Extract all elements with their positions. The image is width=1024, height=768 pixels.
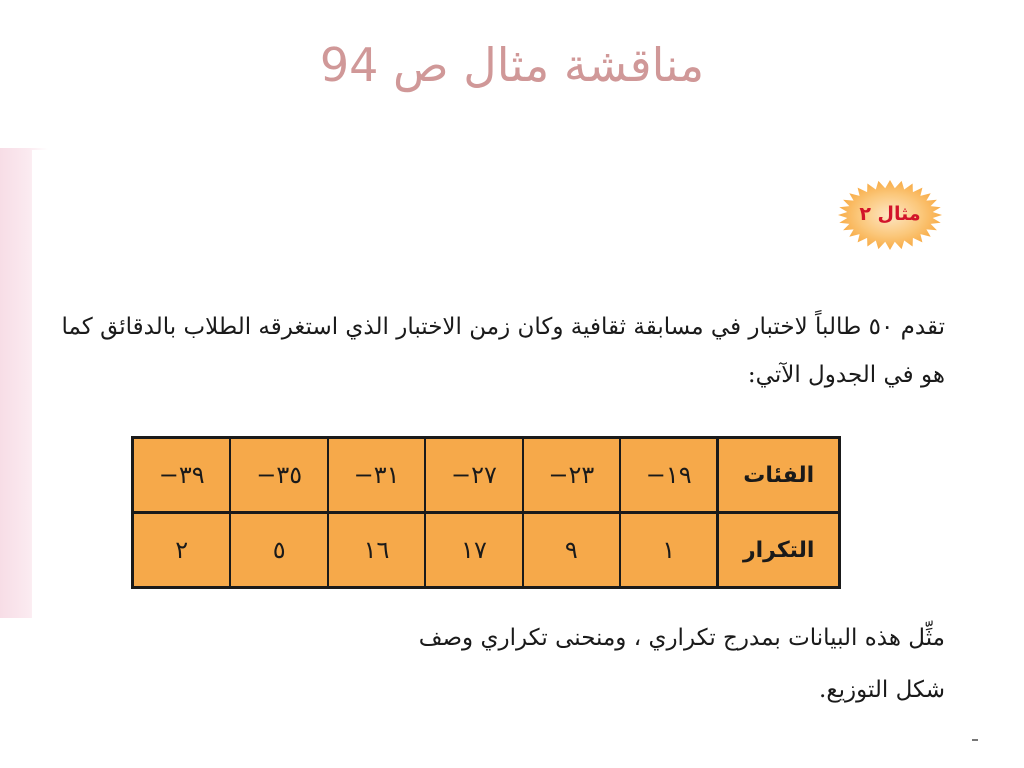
intro-line-2: هو في الجدول الآتي: [747,362,945,388]
task-line-1: مثِّل هذه البيانات بمدرج تكراري ، ومنحنى تكراري وصف [418,625,945,651]
slide-title: مناقشة مثال ص 94 [319,38,705,92]
frequency-cell: ١٧ [425,513,522,588]
class-cell: ٣٥− [230,438,327,513]
class-cell: ١٩− [620,438,718,513]
class-cell: ٣٩− [133,438,231,513]
class-cell: ٢٣− [523,438,620,513]
classes-row [133,438,840,513]
frequency-cell: ٩ [523,513,620,588]
frequency-cell: ١٦ [328,513,425,588]
class-cell: ٢٧− [425,438,522,513]
classes-header: الفئات [718,438,840,513]
intro-line-1: تقدم ٥٠ طالباً لاختبار في مسابقة ثقافية وكان زمن الاختبار الذي استغرقه الطلاب بالدقائق كما [61,314,945,340]
task-paragraph [330,612,945,716]
task-line-2: شكل التوزيع. [819,677,945,703]
frequency-cell: ٥ [230,513,327,588]
frequency-cell: ٢ [133,513,231,588]
frequency-table [131,436,841,589]
frequency-header: التكرار [718,513,840,588]
frequency-cell: ١ [620,513,718,588]
intro-paragraph [50,303,945,399]
example-badge [836,178,944,252]
page-mark [972,739,978,741]
example-badge-label: مثال ٢ [859,203,921,225]
frequency-row [133,513,840,588]
class-cell: ٣١− [328,438,425,513]
